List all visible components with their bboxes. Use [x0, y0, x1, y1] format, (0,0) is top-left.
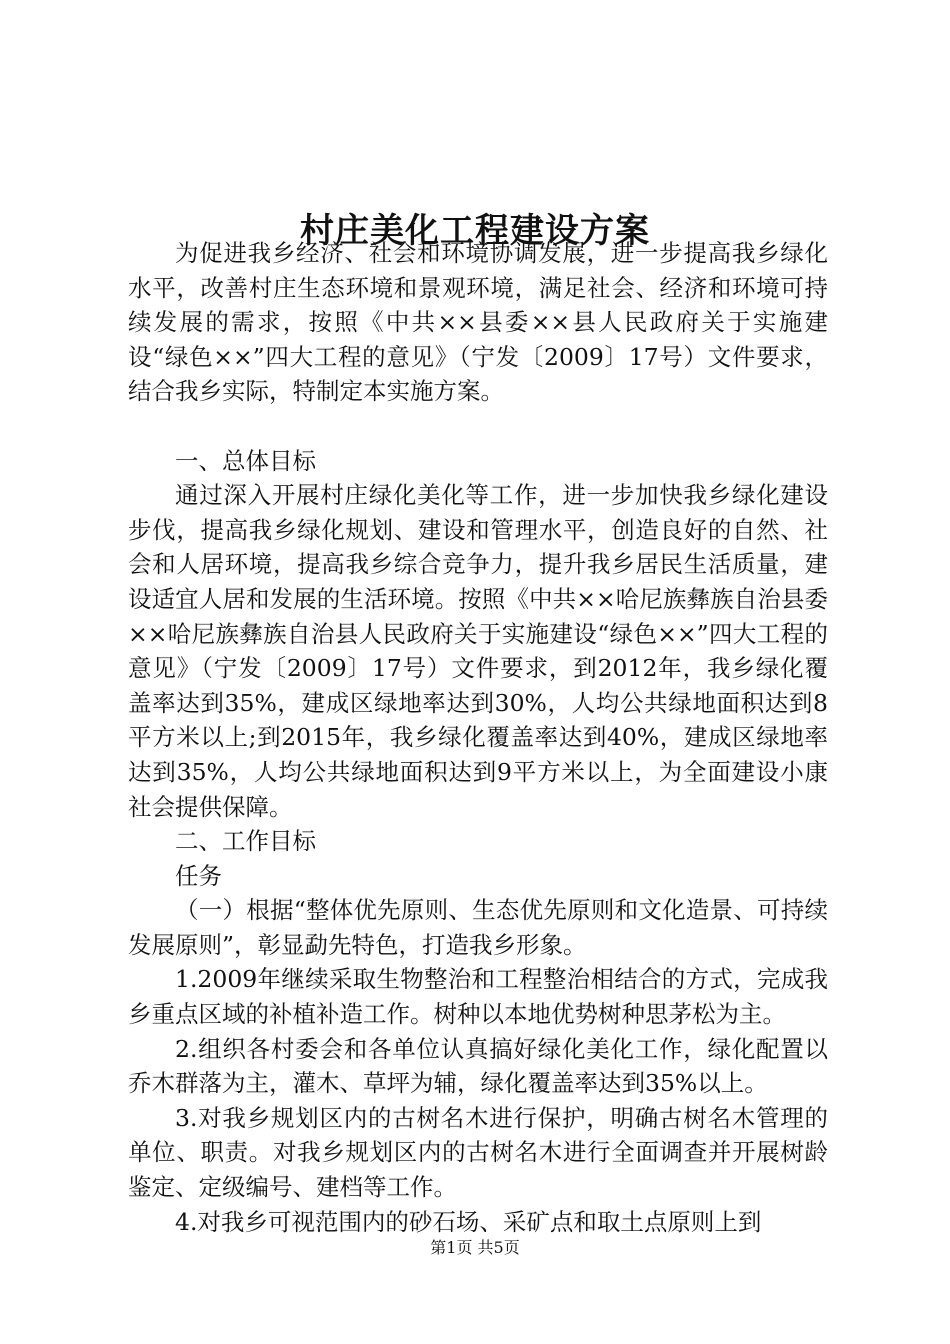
page-footer: 第1页 共5页	[430, 1238, 520, 1257]
intro-paragraph: 为促进我乡经济、社会和环境协调发展，进一步提高我乡绿化水平，改善村庄生态环境和景观环境，满足社会、经济和环境可持续发展的需求，按照《中共××县委××县人民政府关于实施建设“绿色××”四大工程的意见》（宁发〔2009〕17号）文件要求，结合我乡实际，特制定本实施方案。	[128, 239, 828, 406]
document-body	[128, 236, 828, 1239]
tasks-heading: 任务	[175, 861, 222, 890]
task-item-1: 1.2009年继续采取生物整治和工程整治相结合的方式，完成我乡重点区域的补植补造工作。树种以本地优势树种思茅松为主。	[128, 965, 828, 1029]
section-heading-work-goal: 二、工作目标	[175, 827, 316, 856]
task-item-4: 4.对我乡可视范围内的砂石场、采矿点和取土点原则上到	[175, 1207, 762, 1236]
document-title: 村庄美化工程建设方案	[300, 210, 650, 251]
task-item-3: 3.对我乡规划区内的古树名木进行保护，明确古树名木管理的单位、职责。对我乡规划区内的古树名木进行全面调查并开展树龄鉴定、定级编号、建档等工作。	[128, 1103, 828, 1202]
subsection-one-paragraph: （一）根据“整体优先原则、生态优先原则和文化造景、可持续发展原则”，彰显勐先特色，打造我乡形象。	[128, 896, 828, 959]
section-heading-overall-goal: 一、总体目标	[175, 446, 316, 475]
task-item-2: 2.组织各村委会和各单位认真搞好绿化美化工作，绿化配置以乔木群落为主，灌木、草坪为辅，绿化覆盖率达到35%以上。	[128, 1034, 828, 1098]
overall-goal-paragraph: 通过深入开展村庄绿化美化等工作，进一步加快我乡绿化建设步伐，提高我乡绿化规划、建设和管理水平，创造良好的自然、社会和人居环境，提高我乡综合竞争力，提升我乡居民生活质量，建设适宜人居和发展的生活环境。按照《中共××哈尼族彝族自治县委××哈尼族彝族自治县人民政府关于实施建设“绿色××”四大工程的意见》（宁发〔2009〕17号）文件要求，到2012年，我乡绿化覆盖率达到35%，建成区绿地率达到30%，人均公共绿地面积达到8平方米以上;到2015年，我乡绿化覆盖率达到40%，建成区绿地率达到35%，人均公共绿地面积达到9平方米以上，为全面建设小康社会提供保障。	[128, 481, 828, 821]
